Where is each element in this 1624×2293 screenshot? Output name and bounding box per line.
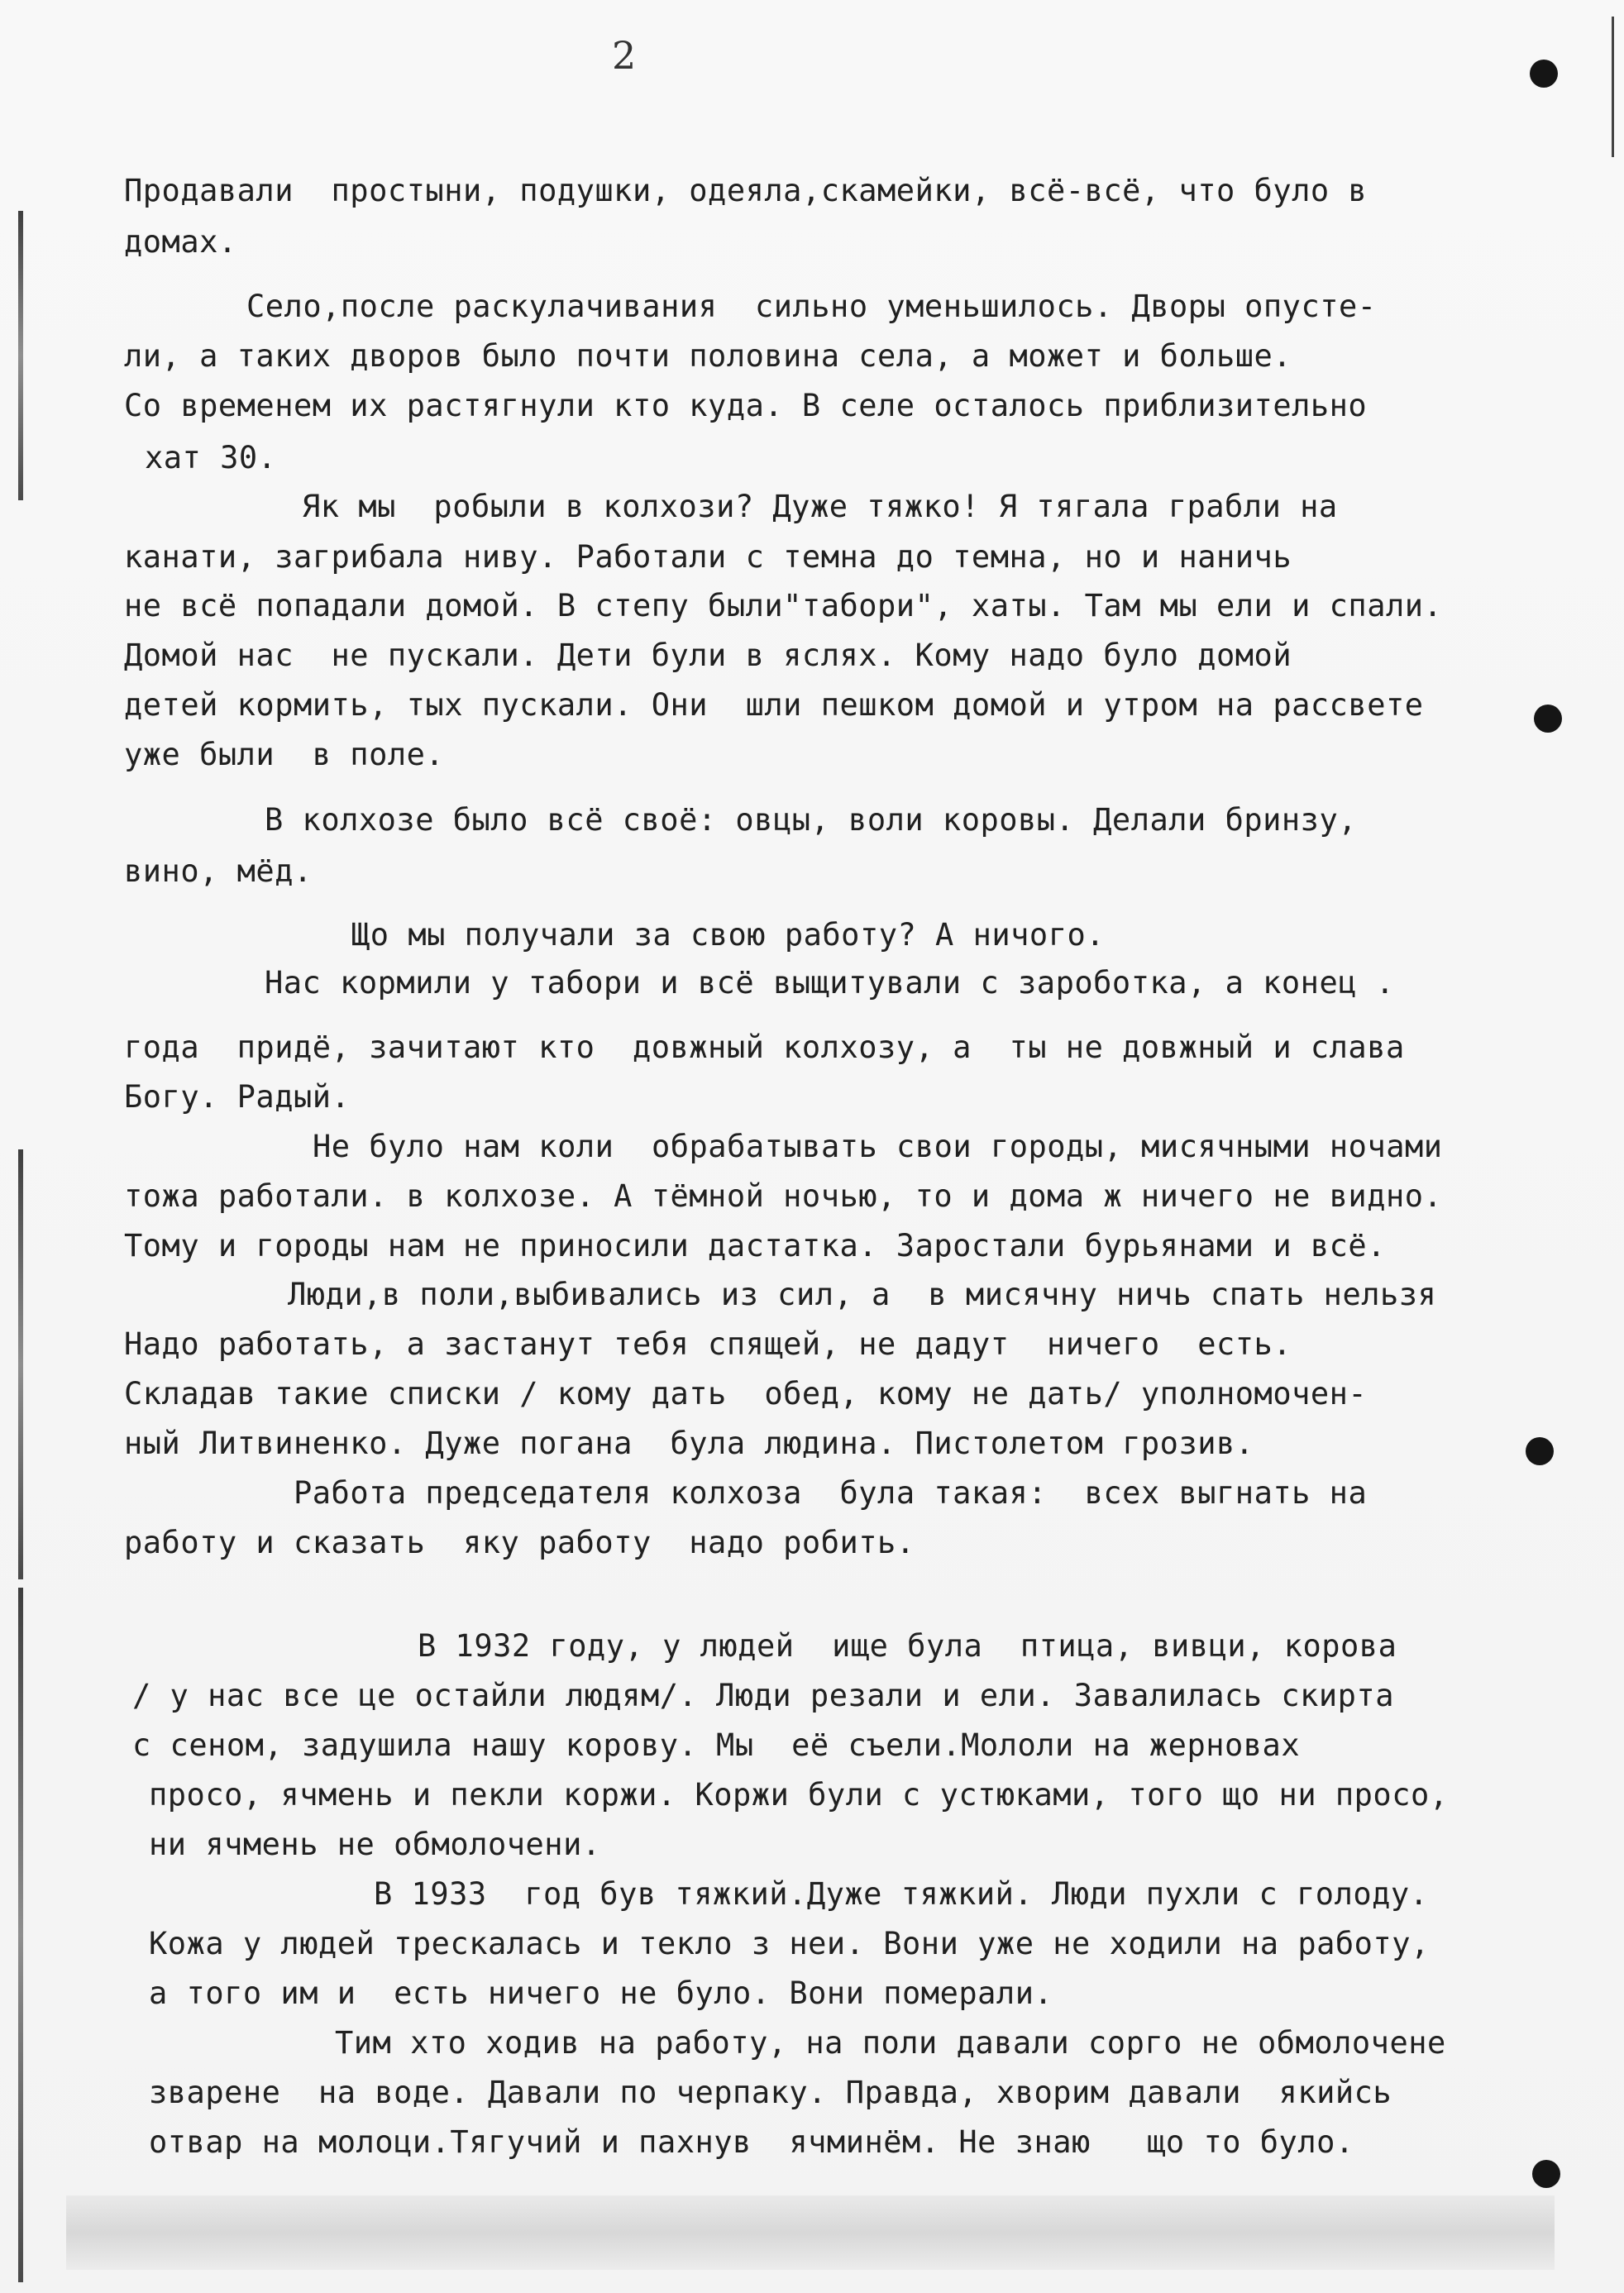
page-number: 2	[612, 33, 637, 78]
text-line: домах.	[124, 224, 237, 260]
text-line: Кожа у людей трескалась и текло з неи. Вони уже не ходили на работу,	[149, 1926, 1430, 1961]
right-margin-streak	[1612, 17, 1614, 157]
text-line: ли, а таких дворов было почти половина села, а может и больше.	[124, 338, 1292, 374]
left-margin-streak-middle	[18, 1149, 23, 1579]
text-line: а того им и есть ничего не було. Вони померали.	[149, 1975, 1053, 2011]
text-line: Домой нас не пускали. Дети були в яслях. Кому надо було домой	[124, 638, 1292, 673]
text-line: ни ячмень не обмолочени.	[149, 1827, 601, 1862]
binder-hole-2	[1534, 705, 1562, 733]
text-line: года придё, зачитают кто довжный колхозу, а ты не довжный и слава	[124, 1029, 1405, 1065]
text-line: Село,после раскулачивания сильно уменьшилось. Дворы опусте-	[246, 289, 1377, 324]
text-line: отвар на молоци.Тягучий и пахнув ячминём. Не знаю що то було.	[149, 2124, 1354, 2160]
text-line: В 1932 году, у людей ище була птица, вивци, корова	[418, 1628, 1397, 1664]
text-line: Тому и городы нам не приносили дастатка. Заростали бурьянами и всё.	[124, 1228, 1386, 1264]
bottom-scan-smudge	[66, 2195, 1555, 2270]
text-line: Нас кормили у табори и всё выщитували с заробoтка, а конец .	[265, 965, 1395, 1001]
text-line: ный Литвиненко. Дуже погана була людина. Пистолетом грозив.	[124, 1426, 1254, 1461]
text-line: Работа председателя колхоза була такая: всех выгнать на	[294, 1475, 1368, 1511]
text-line: Тим хто ходив на работу, на поли давали сорго не обмолочене	[335, 2025, 1446, 2061]
text-line: работу и сказать яку работу надо робить.	[124, 1525, 915, 1560]
binder-hole-3	[1526, 1437, 1554, 1465]
text-line: Со временем их растягнули кто куда. В селе осталось приблизительно	[124, 388, 1368, 423]
binder-hole-4	[1532, 2160, 1560, 2188]
left-margin-streak-bottom	[18, 1588, 23, 2282]
text-line: уже были в поле.	[124, 737, 445, 772]
text-line: Що мы получали за свою работу? А ничого.	[351, 917, 1106, 953]
text-line: зварене на воде. Давали по черпаку. Правда, хворим давали якийсь	[149, 2075, 1392, 2110]
text-line: Як мы робыли в колхози? Дуже тяжко! Я тягала грабли на	[302, 489, 1338, 524]
text-line: просо, ячмень и пекли коржи. Коржи були с устюками, того що ни просо,	[149, 1777, 1449, 1813]
text-line: Богу. Радый.	[124, 1079, 351, 1115]
text-line: Складав такие списки / кому дать обед, кому не дать/ уполномочен-	[124, 1376, 1368, 1412]
text-line: В колхозе было всё своё: овцы, воли коровы. Делали бринзу,	[265, 802, 1358, 838]
text-line: с сеном, задушила нашу корову. Мы её съели.Мололи на жерновах	[132, 1727, 1301, 1763]
text-line: детей кормить, тых пускали. Они шли пешком домой и утром на рассвете	[124, 687, 1424, 723]
text-line: Не було нам коли обрабатывать свои городы, мисячными ночами	[313, 1129, 1443, 1164]
text-line: канати, загрибала ниву. Работали с темна до темна, но и наничь	[124, 539, 1292, 575]
text-line: Люди,в поли,выбивались из сил, а в мисячну ничь спать нельзя	[288, 1277, 1437, 1312]
text-line: Надо работать, а застанут тебя спящей, не дадут ничего есть.	[124, 1326, 1292, 1362]
text-line: хат 30.	[145, 440, 277, 475]
text-line: Продавали простыни, подушки, одеяла,скамейки, всё-всё, что було в	[124, 173, 1368, 208]
text-line: / у нас все це остайли людям/. Люди резали и ели. Завалилась скирта	[132, 1678, 1394, 1713]
text-line: не всё попадали домой. В степу были"табори", хаты. Там мы ели и спали.	[124, 588, 1443, 623]
binder-hole-1	[1530, 60, 1558, 88]
left-margin-streak-top	[18, 211, 23, 500]
text-line: вино, мёд.	[124, 853, 313, 889]
text-line: В 1933 год був тяжкий.Дуже тяжкий. Люди пухли с голоду.	[374, 1876, 1429, 1912]
text-line: тожа работали. в колхозе. А тёмной ночью, то и дома ж ничего не видно.	[124, 1178, 1443, 1214]
